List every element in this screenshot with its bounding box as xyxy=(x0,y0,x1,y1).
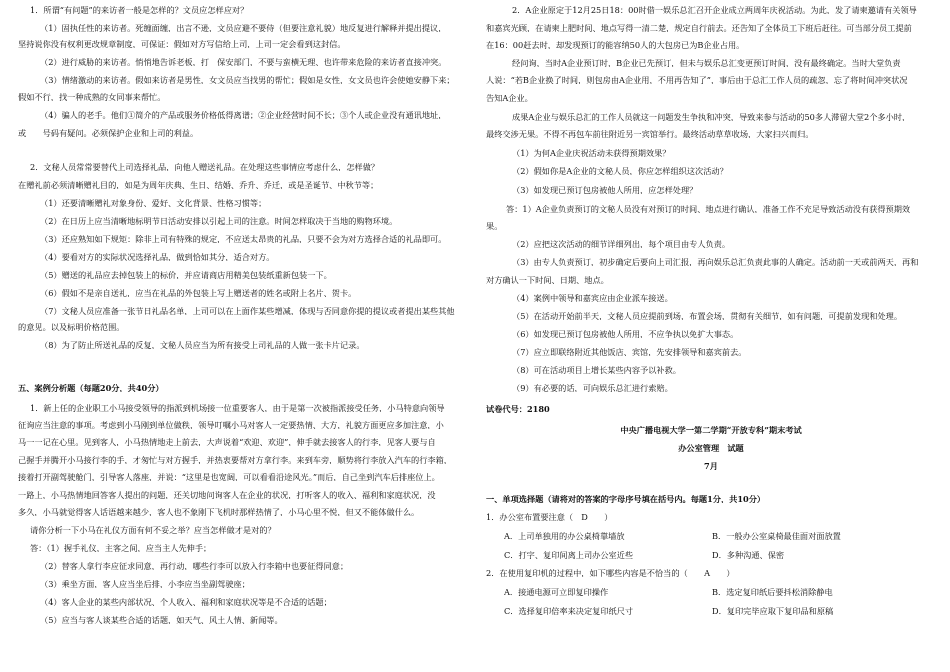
left-text-line: （2）在日历上应当清晰地标明节日活动安排以引起上司的注意。时间怎样取决于当地的购物环境。 xyxy=(40,217,398,226)
right-text-line: 1．办公室布置要注意（ D ） xyxy=(486,513,613,522)
left-text-line: （3）还应熟知如下规矩：除非上司有特殊的规定，不应送太昂贵的礼品，只要不会为对方选择合适的礼品即可。 xyxy=(40,235,447,244)
left-text-line: （5）应当与客人谈某些合适的话题，如天气、风土人情、新闻等。 xyxy=(40,616,283,625)
left-text-line: （5）赠送的礼品应去掉包装上的标价，并应请商店用精美包装纸重新包装一下。 xyxy=(40,271,332,280)
right-text-line: A．接通电源可立即复印操作 xyxy=(504,588,609,597)
right-text-line: C．打字、复印间离上司办公室近些 xyxy=(504,551,634,560)
left-text-line: （1）固执任性的来访者。死缠面缠，出言不逊，文员应避不要侍（但要注意礼貌）地反复进行解释并提出提议， xyxy=(40,24,447,33)
right-text-line: 和嘉宾光顾，在请柬上肥时间、地点写得一清二楚，规定自行前去。还告知了全体员工下班后赶往。可当部分员工提前 xyxy=(486,24,912,33)
left-text-line: 一路上，小马热情地回答客人提出的问题，还关切地问询客人在企业的状况，打听客人的收入、福利和家庭状况，没 xyxy=(18,491,436,500)
right-text-line: B．一般办公室桌椅最佳面对面放置 xyxy=(712,532,841,541)
left-text-line: 1．新上任的企业职工小马接受领导的指派到机场接一位重要客人，由于是第一次被指派接受任务，小马特意向领导 xyxy=(30,404,445,413)
right-text-line: （3）由专人负责预订，初步确定后要向上司汇报，再向娱乐总汇负责此事的人确定。活动前一天或前两天，再和 xyxy=(512,258,919,267)
right-text-line: 2．在使用复印机的过程中，如下哪些内容是不恰当的（ A ） xyxy=(486,569,735,578)
right-text-line: （9）有必要的话，可向娱乐总汇进行索赔。 xyxy=(512,384,673,393)
right-text-line: 办公室管理 试题 xyxy=(678,444,744,453)
right-text-line: 试卷代号：2180 xyxy=(486,405,550,414)
left-text-line: 或 号码有疑问。必须保护企业和上司的利益。 xyxy=(18,129,199,138)
right-text-line: 对方确认一下时间、日期、地点。 xyxy=(486,276,609,285)
left-text-line: （3）乘坐方面，客人应当坐后排，小李应当坐副驾驶座； xyxy=(40,580,250,589)
left-text-line: （6）假如不是亲自送礼，应当在礼品的外包装上写上赠送者的姓名或附上名片、贺卡。 xyxy=(40,289,357,298)
left-text-line: 坚持说你没有权利更改规章制度，可保证：假如对方写信给上司，上司一定会看到这封信。 xyxy=(18,40,346,49)
right-text-line: 2．A企业原定于12月25日18：00时借一娱乐总汇召开企业成立两周年庆祝活动。为此，发了请柬邀请有关领导 xyxy=(512,6,917,15)
right-text-line: 最终交涉无果。不得不再包车前往附近另一宾馆举行。最终活动草草收场，大家扫兴而归。 xyxy=(486,130,814,139)
right-text-line: 7月 xyxy=(704,462,718,471)
right-text-line: 成果A企业与娱乐总汇的工作人员就这一问题发生争执和冲突，导致来参与活动的50多人滞留大堂2个多小时， xyxy=(512,113,911,122)
right-text-line: （8）可在活动项目上增长某些内容予以补救。 xyxy=(512,366,681,375)
right-text-line: C．选择复印倍率来决定复印纸尺寸 xyxy=(504,607,634,616)
left-text-line: 己握手并腾开小马接行李的手，才匆忙与对方握手，并热衷要帮对方拿行李。来到车旁，顺势将行李放入汽车的行李箱， xyxy=(18,456,452,465)
right-text-line: 在16：00赶去时，却发现预订的能容纳50人的大包房已为B企业占用。 xyxy=(486,41,745,50)
right-text-line: 人说：“若B企业换了时间，则包房由A企业用，不用再告知了”，事后由于总汇工作人员的疏忽，忘了将时间冲突状况 xyxy=(486,76,908,85)
right-text-line: （6）如发现已预订包房被他人所用，不应争执以免扩大事态。 xyxy=(512,330,739,339)
left-text-line: 答：（1）握手礼仪，主客之间，应当主人先伸手； xyxy=(30,544,212,553)
left-text-line: （4）骗人的老手。他们①简介的产品或服务价格低得离谱；②企业经营时间不长；③个人或企业没有通讯地址， xyxy=(40,111,447,120)
left-text-line: （2）进行威胁的来访者。悄悄地告诉老板，打 保安部门，不要与蛮横无理、也许带来危险的来访者直接冲突。 xyxy=(40,58,447,67)
right-text-line: B．选定复印纸后要抖松消除静电 xyxy=(712,588,833,597)
left-text-line: 多久，小马就觉得客人话语越来越少，客人也不象刚下飞机时那样热情了，小马心里不悦，但又不能体做什么。 xyxy=(18,508,420,517)
left-text-line: 征询应当注意的事项。考虑到小马刚到单位做秩，领导叮嘱小马对客人一定要热情、大方，礼貌方面更应多加注意，小 xyxy=(18,421,444,430)
left-text-line: 在赠礼前必须清晰赠礼目的，如是为周年庆典、生日、结婚、乔升、乔迁，或是圣诞节、中秋节等； xyxy=(18,181,379,190)
right-text-line: （3）如发现已预订包房被他人所用，应怎样处理？ xyxy=(512,186,698,195)
left-text-line: （3）情绪激动的来访者。假如来访者是男性，女文员应当找男的帮忙；假如是女性，女文员也许会使她安静下来； xyxy=(40,76,455,85)
right-text-line: 中央广播电视大学一第二学期“开放专科”期末考试 xyxy=(620,426,802,435)
right-text-line: （2）应把这次活动的细节详细列出，每个项目由专人负责。 xyxy=(512,240,731,249)
left-text-line: （4）客人企业的某些内部状况、个人收入、福利和家庭状况等是不合适的话题； xyxy=(40,598,332,607)
left-text-line: 1．所谓“有问题”的来访者一般是怎样的？文员应怎样应对？ xyxy=(30,6,249,15)
right-text-line: A．上司单独用的办公桌椅靠墙放 xyxy=(504,532,625,541)
left-text-line: 请你分析一下小马在礼仪方面有何不妥之举？应当怎样做才是对的？ xyxy=(30,526,276,535)
left-text-line: 五、案例分析题（每题20分，共40分） xyxy=(18,384,164,393)
right-text-line: 告知A企业。 xyxy=(486,94,533,103)
left-text-line: 的意见。以及标明价格范围。 xyxy=(18,323,125,332)
left-text-line: 接着打开副驾驶舱门，引导客人落座，并说：“这里是也宽阔，可以看看沿途风光。”而后，自己坐到汽车后排座位上。 xyxy=(18,473,440,482)
right-text-line: D．复印完毕应取下复印品和原稿 xyxy=(712,607,834,616)
left-text-line: （1）还要清晰赠礼对象身份、爱好、文化背景、性格习惯等； xyxy=(40,199,267,208)
right-text-line: 答：1）A企业负责预订的文秘人员没有对预订的时间、地点进行确认，准备工作不充足导致活动没有获得预期效 xyxy=(506,205,911,214)
left-text-line: （7）文秘人员应准备一张节日礼品名单，上司可以在上面作某些增减，体现与否同意你提的提议或者提出某些其他 xyxy=(40,307,455,316)
left-text-line: 假如不行，找一种成熟的女同事来帮忙。 xyxy=(18,93,166,102)
right-text-line: （1）为何A企业庆祝活动未获得预期效果？ xyxy=(512,149,671,158)
right-text-line: 果。 xyxy=(486,222,503,231)
right-text-line: 一、单项选择题（请将对的答案的字母序号填在括号内。每题1分，共10分） xyxy=(486,495,766,504)
right-text-line: （2）假如你是A企业的文秘人员，你应怎样组织这次活动？ xyxy=(512,167,728,176)
right-text-line: （4）案例中领导和嘉宾应由企业派车接送。 xyxy=(512,294,673,303)
left-text-line: （4）要看对方的实际状况选择礼品，做到恰如其分，适合对方。 xyxy=(40,253,275,262)
left-text-line: （8）为了防止所送礼品的反复，文秘人员应当为所有接受上司礼品的人做一张卡片记录。 xyxy=(40,341,365,350)
right-text-line: （7）应立即联络附近其他饭店、宾馆，先安排领导和嘉宾前去。 xyxy=(512,348,747,357)
left-text-line: （2）替客人拿行李应征求同意，再行动，哪些行李可以放入行李箱中也要征得同意； xyxy=(40,562,349,571)
right-text-line: 经问询，当时A企业预订时，B企业已先预订，但未与娱乐总汇变更预订时间，没有最终确定。当时大堂负责 xyxy=(512,59,901,68)
right-text-line: D．多种沟通、保密 xyxy=(712,551,785,560)
left-text-line: 2．文秘人员常常要替代上司选择礼品，向他人赠送礼品。在处理这些事情应考虑什么，怎样做？ xyxy=(30,163,380,172)
right-text-line: （5）在活动开始前半天，文秘人员应提前到场，布置会场，贯彻有关细节，如有问题，可提前发现和处理。 xyxy=(512,312,903,321)
left-text-line: 马一一记在心里。见到客人，小马热情地走上前去，大声说着“欢迎、欢迎”，伸手就去接客人的行李，见客人要与自 xyxy=(18,438,436,447)
